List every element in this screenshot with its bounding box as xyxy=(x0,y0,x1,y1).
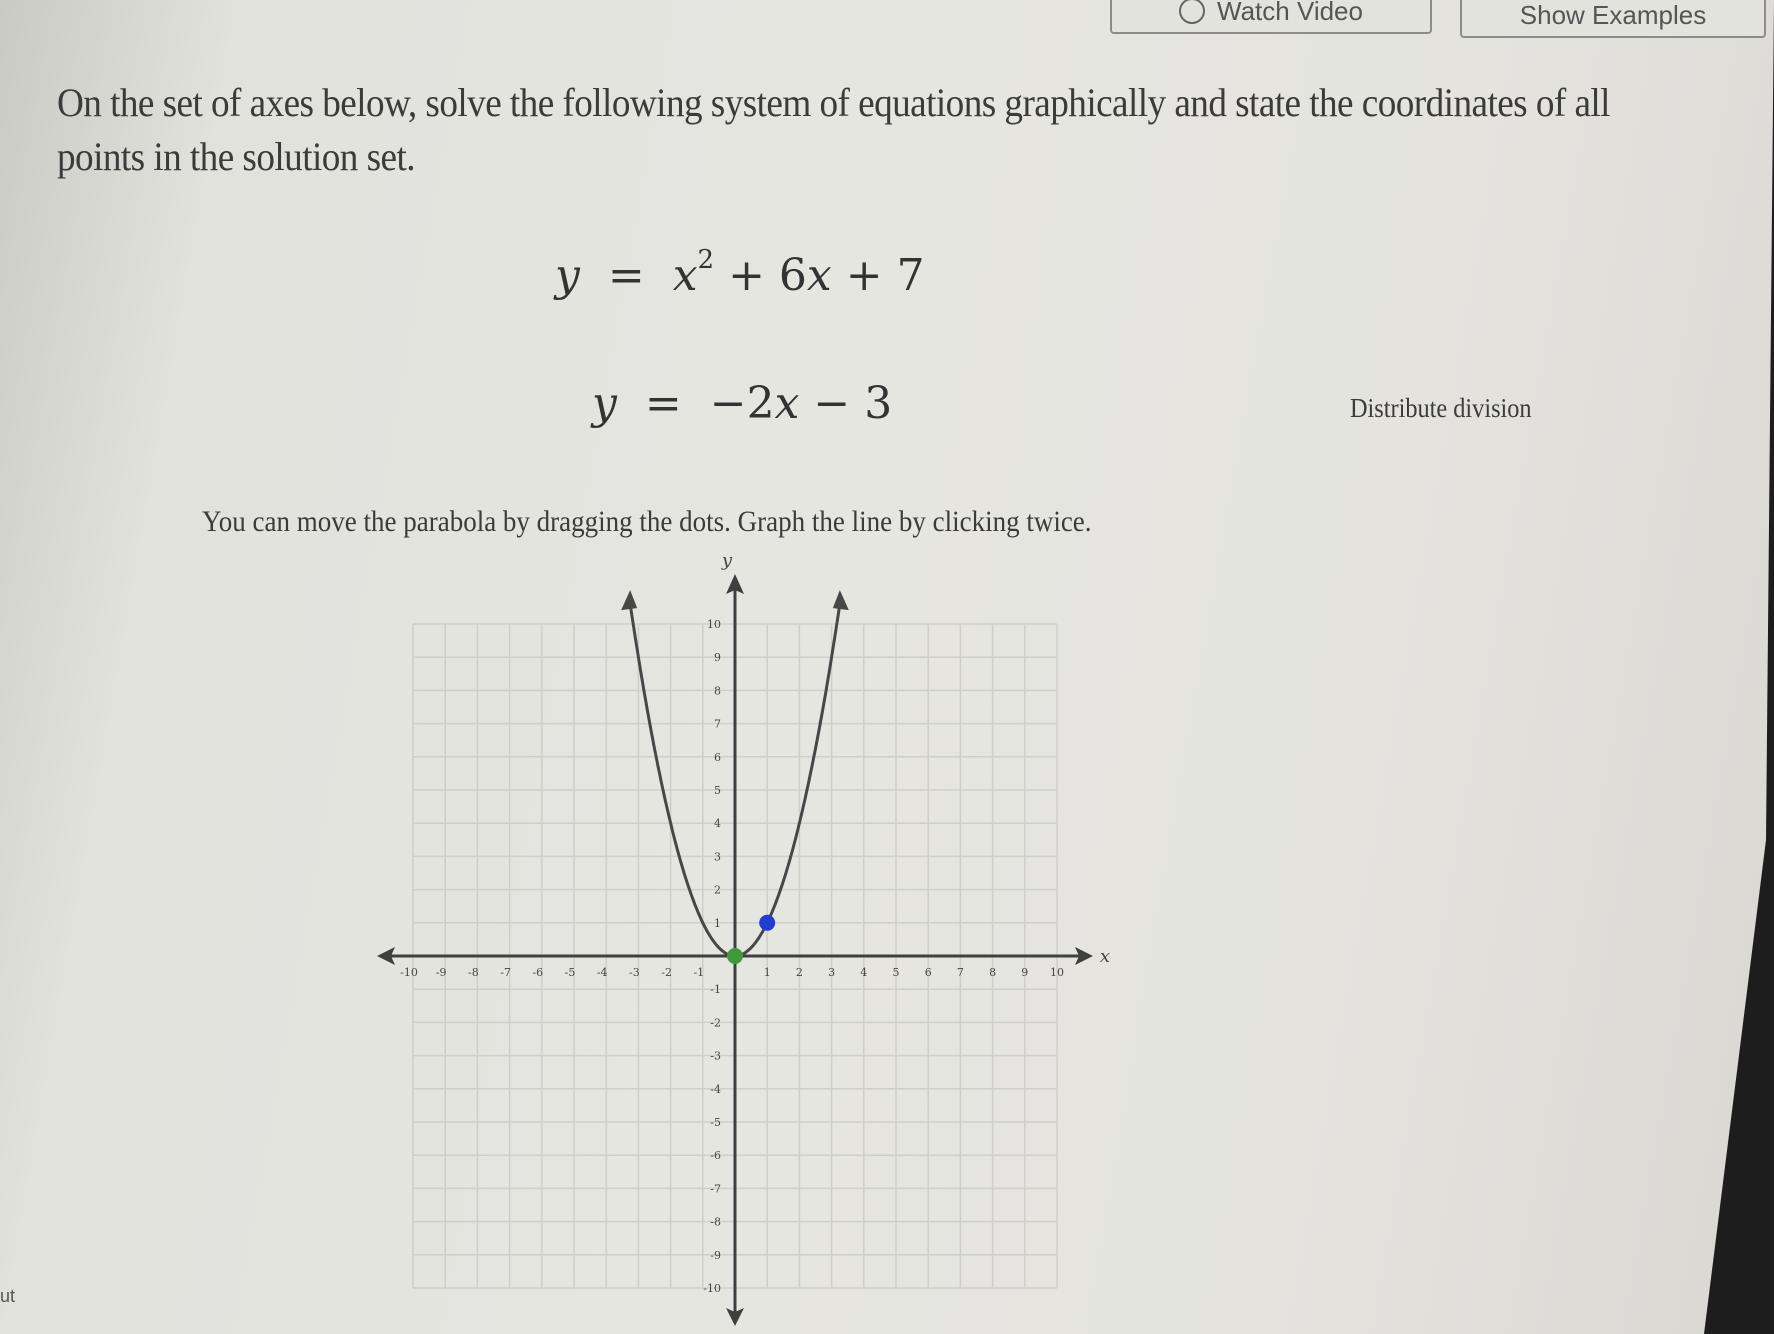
svg-text:6: 6 xyxy=(924,966,932,979)
svg-text:-1: -1 xyxy=(693,966,705,979)
svg-text:-1: -1 xyxy=(710,983,721,997)
graph-instruction: You can move the parabola by dragging the dots. Graph the line by clicking twice. xyxy=(202,505,1092,538)
svg-text:-2: -2 xyxy=(710,1016,721,1030)
question-prompt: On the set of axes below, solve the following system of equations graphically and state the coordinates of all points in the solution set. xyxy=(57,80,1610,179)
eq2-equals: = xyxy=(630,378,696,429)
svg-text:-4: -4 xyxy=(596,966,608,979)
svg-text:3: 3 xyxy=(828,966,836,979)
svg-text:-3: -3 xyxy=(710,1049,721,1063)
svg-text:4: 4 xyxy=(860,966,868,979)
svg-text:10: 10 xyxy=(707,618,721,631)
eq1-exponent: 2 xyxy=(697,245,715,276)
svg-text:-5: -5 xyxy=(564,966,576,979)
svg-text:9: 9 xyxy=(714,651,721,665)
svg-text:-3: -3 xyxy=(629,966,640,979)
eq2-const: − 3 xyxy=(799,378,893,429)
parabola-point-drag-handle[interactable] xyxy=(759,915,775,931)
svg-text:-6: -6 xyxy=(710,1149,721,1163)
watch-video-label: Watch Video xyxy=(1217,0,1363,26)
svg-text:-10: -10 xyxy=(400,966,418,979)
svg-text:6: 6 xyxy=(714,750,721,764)
svg-text:-7: -7 xyxy=(710,1182,721,1196)
distribute-division-label: Distribute division xyxy=(1350,393,1532,423)
svg-text:5: 5 xyxy=(892,966,900,979)
svg-text:-7: -7 xyxy=(500,966,511,979)
svg-text:1: 1 xyxy=(714,916,721,930)
eq2-x: x xyxy=(774,378,800,429)
svg-text:-10: -10 xyxy=(703,1282,721,1295)
eq1-lhs: y xyxy=(555,250,580,301)
eq1-term: + 6 xyxy=(714,250,807,301)
svg-text:2: 2 xyxy=(714,883,721,897)
vertex-drag-handle[interactable] xyxy=(727,948,743,964)
svg-text:-2: -2 xyxy=(661,966,672,979)
eq1-x: x xyxy=(672,250,698,301)
svg-text:x: x xyxy=(1099,946,1111,967)
eq2-lhs: y xyxy=(592,378,617,429)
svg-text:-5: -5 xyxy=(710,1116,721,1129)
svg-text:-6: -6 xyxy=(532,966,544,979)
svg-text:-4: -4 xyxy=(710,1082,721,1096)
svg-text:10: 10 xyxy=(1050,966,1064,979)
svg-text:7: 7 xyxy=(956,966,964,979)
svg-text:2: 2 xyxy=(795,966,803,979)
truncated-page-text: ut xyxy=(0,1286,16,1306)
eq1-const: + 7 xyxy=(831,250,925,301)
svg-text:3: 3 xyxy=(714,850,721,864)
svg-text:7: 7 xyxy=(714,717,721,731)
svg-text:-8: -8 xyxy=(468,966,479,979)
svg-text:-9: -9 xyxy=(710,1248,721,1262)
svg-text:8: 8 xyxy=(714,684,721,698)
svg-text:4: 4 xyxy=(714,817,721,831)
svg-text:5: 5 xyxy=(714,784,721,797)
eq2-coef: −2 xyxy=(709,378,775,429)
eq1-equals: = xyxy=(593,250,659,301)
show-examples-label: Show Examples xyxy=(1519,0,1707,30)
svg-text:1: 1 xyxy=(763,966,771,979)
svg-text:8: 8 xyxy=(989,966,997,979)
eq1-x2: x xyxy=(806,250,832,301)
svg-text:y: y xyxy=(721,550,733,571)
svg-text:-9: -9 xyxy=(435,966,447,979)
svg-text:-8: -8 xyxy=(710,1215,721,1229)
svg-text:9: 9 xyxy=(1021,966,1029,979)
